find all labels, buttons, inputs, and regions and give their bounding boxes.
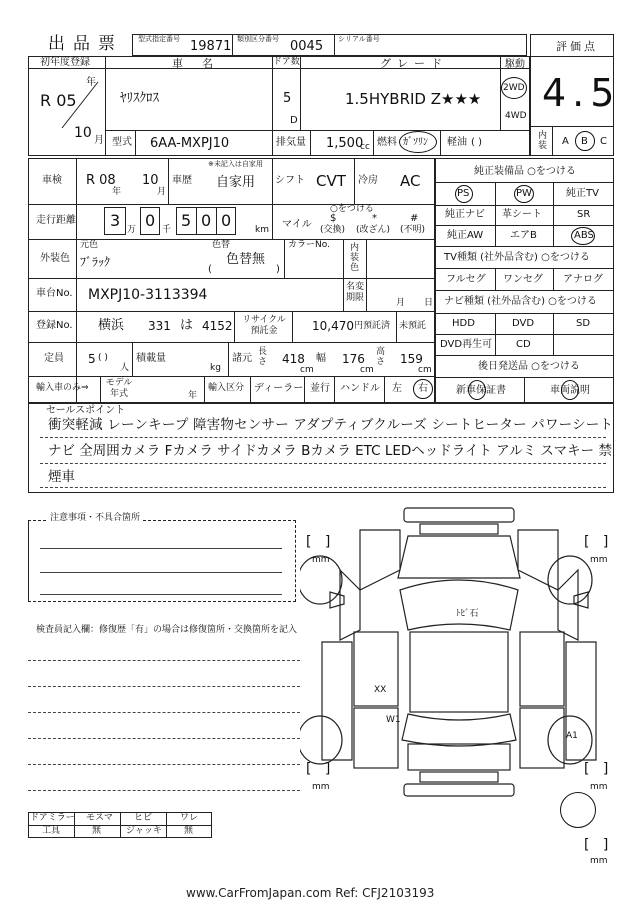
handle-left: 左 bbox=[392, 383, 402, 394]
name-change-label: 名変期限 bbox=[346, 282, 365, 303]
recycle-label: リサイクル預託金 bbox=[242, 315, 286, 336]
height-label: 高さ bbox=[376, 347, 386, 367]
first-reg-slash bbox=[60, 77, 100, 130]
chassis-value: MXPJ10-3113394 bbox=[88, 287, 208, 303]
acc-mosuma: モスマ bbox=[86, 813, 113, 823]
equipment-title: 純正装備品 ○をつける bbox=[474, 166, 576, 177]
later-warranty: 新車保証書 bbox=[456, 385, 506, 396]
grade-label: グレード bbox=[380, 57, 448, 70]
interior-grade-label: 内装 bbox=[538, 131, 548, 151]
later-title: 後日発送品 ○をつける bbox=[478, 361, 580, 372]
height-unit: cm bbox=[418, 365, 432, 375]
damage-xx: XX bbox=[374, 685, 387, 695]
mileage-exchange-sym: $ bbox=[330, 213, 337, 224]
shift-value: CVT bbox=[316, 172, 346, 190]
shaken-year-unit: 年 bbox=[112, 187, 122, 197]
tv-fullseg: フルセグ bbox=[446, 274, 486, 285]
car-name-label-2: 名 bbox=[202, 57, 213, 70]
mileage-altered-sym: * bbox=[372, 213, 377, 224]
acc-door-mirror: ドアミラー bbox=[30, 813, 75, 823]
tire-spare-bracket: [ ] bbox=[584, 837, 609, 853]
sales-label: セールスポイント bbox=[46, 405, 126, 416]
length-unit: cm bbox=[300, 365, 314, 375]
mileage-unit-man: 万 bbox=[127, 225, 137, 235]
equip-sr: SR bbox=[577, 209, 591, 220]
displacement-value: 1,500 bbox=[326, 136, 364, 151]
mileage-exchange: (交換) bbox=[320, 225, 346, 235]
history-value: 自家用 bbox=[216, 175, 256, 190]
serial-label: シリアル番号 bbox=[338, 35, 380, 43]
form-title: 出品票 bbox=[48, 34, 123, 54]
tv-analog: アナログ bbox=[563, 274, 603, 285]
acc-tools-value: 無 bbox=[92, 826, 102, 836]
class-code-label: 類別区分番号 bbox=[237, 35, 279, 43]
nav-type-title: ナビ種類 (社外品含む) ○をつける bbox=[444, 296, 597, 307]
mileage-altered: (改ざん) bbox=[356, 225, 391, 235]
interior-b: B bbox=[581, 136, 588, 147]
first-reg-year-unit: 年 bbox=[86, 77, 96, 88]
name-change-day: 日 bbox=[424, 298, 434, 308]
fuel-light-oil: 軽油 bbox=[447, 137, 467, 148]
mileage-digit-3: 5 bbox=[181, 211, 192, 230]
doors-value: 5 bbox=[283, 91, 292, 106]
ac-label: 冷房 bbox=[358, 175, 378, 186]
registration-label: 登録No. bbox=[36, 320, 73, 331]
acc-crack: ヒビ bbox=[134, 813, 153, 823]
grade-value: 1.5HYBRID Z★★★ bbox=[345, 90, 482, 108]
tire-fl-mm: mm bbox=[312, 555, 330, 565]
recycle-amount: 10,470 bbox=[312, 319, 354, 333]
spare-tire bbox=[560, 792, 596, 828]
drive-4wd: 4WD bbox=[505, 111, 527, 121]
recycle-unpaid: 未預託 bbox=[399, 321, 427, 331]
capacity-person: 人 bbox=[120, 363, 130, 373]
equip-navi: 純正ナビ bbox=[445, 209, 485, 220]
mileage-label: 走行距離 bbox=[36, 215, 76, 226]
equip-tv: 純正TV bbox=[566, 188, 599, 199]
width-value: 176 bbox=[342, 352, 365, 366]
door-type: D bbox=[290, 115, 298, 126]
acc-jack: ジャッキ bbox=[126, 826, 162, 836]
tire-fr-bracket: [ ] bbox=[584, 534, 609, 550]
tire-rl-bracket: [ ] bbox=[306, 761, 331, 777]
mileage-unit-km: km bbox=[255, 225, 269, 235]
first-reg-era: R 05 bbox=[40, 91, 77, 110]
chassis-label: 車台No. bbox=[36, 288, 73, 299]
tire-rr-mm: mm bbox=[590, 782, 608, 792]
equip-pw: PW bbox=[516, 188, 532, 199]
length-value: 418 bbox=[282, 352, 305, 366]
model-year-unit: 年 bbox=[188, 391, 198, 401]
first-reg-label: 初年度登録 bbox=[40, 57, 90, 68]
displacement-label: 排気量 bbox=[276, 137, 306, 148]
acc-tools: 工具 bbox=[42, 826, 61, 836]
registration-number: 4152 bbox=[202, 319, 233, 333]
color-repaint: 色替無 bbox=[226, 252, 266, 267]
fuel-label: 燃料 bbox=[377, 137, 397, 148]
score-value: 4.5 bbox=[542, 71, 621, 115]
tv-oneseg: ワンセグ bbox=[503, 274, 543, 285]
tire-fr-mm: mm bbox=[590, 555, 608, 565]
import-dealer: ディーラー bbox=[254, 383, 304, 394]
mileage-mile: マイル bbox=[282, 219, 312, 230]
length-label: 長さ bbox=[258, 347, 268, 367]
caution-box bbox=[28, 520, 296, 602]
main-specs-block bbox=[28, 158, 435, 403]
recycle-unit: 円預託済 bbox=[354, 321, 391, 331]
fuel-gasoline: ｶﾞｿﾘﾝ bbox=[403, 137, 428, 148]
mileage-unknown: (不明) bbox=[400, 225, 426, 235]
doors-label: ドア数 bbox=[273, 57, 300, 67]
type-label: 型式 bbox=[112, 137, 132, 148]
color-paren-close: ) bbox=[276, 264, 280, 275]
shaken-month-unit: 月 bbox=[157, 187, 167, 197]
ac-value: AC bbox=[400, 172, 421, 190]
acc-jack-value: 無 bbox=[184, 826, 194, 836]
mileage-digit-2: 0 bbox=[145, 211, 156, 230]
mileage-digit-1: 3 bbox=[110, 211, 121, 230]
capacity-value: 5 bbox=[88, 352, 96, 366]
mileage-unit-sen: 千 bbox=[162, 225, 172, 235]
car-name-label: 車 bbox=[172, 57, 183, 70]
capacity-paren: ( ) bbox=[98, 353, 108, 363]
capacity-label: 定員 bbox=[44, 353, 64, 364]
registration-city: 横浜 bbox=[98, 318, 125, 333]
footer-ref: www.CarFromJapan.com Ref: CFJ2103193 bbox=[186, 886, 435, 900]
name-change-month: 月 bbox=[396, 298, 406, 308]
model-code: 19871 bbox=[190, 39, 232, 54]
load-unit: kg bbox=[210, 363, 221, 373]
drive-label: 駆動 bbox=[505, 59, 525, 70]
nav-sd: SD bbox=[576, 318, 591, 329]
equip-abs: ABS bbox=[574, 230, 594, 241]
import-parallel: 並行 bbox=[310, 383, 330, 394]
interior-a: A bbox=[562, 136, 569, 147]
color-orig: ﾌﾞﾗｯｸ bbox=[80, 255, 111, 269]
damage-windshield: ﾄﾋﾞ石 bbox=[456, 609, 479, 619]
color-label: 外装色 bbox=[40, 253, 70, 264]
import-type-label: 輸入区分 bbox=[208, 383, 245, 393]
tire-fl-bracket: [ ] bbox=[306, 534, 331, 550]
sales-line-2: ナビ 全周囲カメラ Fカメラ サイドカメラ Bカメラ ETC LEDヘッドライト アルミ スマキー 禁 bbox=[48, 443, 612, 459]
first-reg-month-unit: 月 bbox=[94, 135, 104, 146]
car-name: ﾔﾘｽｸﾛｽ bbox=[120, 91, 159, 106]
registration-class: 331 bbox=[148, 319, 171, 333]
mileage-circle-note: ○をつける bbox=[330, 204, 374, 214]
shaken-value: R 08 bbox=[86, 173, 116, 188]
tv-type-title: TV種類 (社外品含む) ○をつける bbox=[444, 252, 590, 263]
color-paren-open: ( bbox=[208, 264, 212, 275]
interior-c: C bbox=[600, 136, 607, 147]
nav-dvd-play: DVD再生可 bbox=[440, 339, 493, 350]
tire-rl-mm: mm bbox=[312, 782, 330, 792]
mileage-unknown-sym: # bbox=[410, 213, 419, 224]
interior-color-label: 内装色 bbox=[350, 243, 360, 273]
tire-rr-bracket: [ ] bbox=[584, 761, 609, 777]
import-label: 輸入車のみ⇒ bbox=[36, 383, 89, 393]
height-value: 159 bbox=[400, 352, 423, 366]
model-code-label: 型式指定番号 bbox=[138, 35, 180, 43]
equip-aw: 純正AW bbox=[447, 230, 484, 241]
handle-label: ハンドル bbox=[340, 383, 380, 394]
history-note: ※未記入は自家用 bbox=[208, 160, 263, 168]
shaken-month: 10 bbox=[142, 173, 159, 188]
inspector-label: 検査員記入欄：修復歴「有」の場合は修復箇所・交換箇所を記入 bbox=[36, 625, 298, 635]
nav-dvd: DVD bbox=[512, 318, 535, 329]
car-body-diagram bbox=[300, 500, 620, 800]
width-unit: cm bbox=[360, 365, 374, 375]
sales-line-3: 煙車 bbox=[48, 469, 75, 485]
history-label: 車歴 bbox=[172, 175, 192, 186]
caution-label: 注意事項・不具合箇所 bbox=[50, 513, 141, 523]
sales-line-1: 衝突軽減 レーンキープ 障害物センサー アダプティブクルーズ シートヒーター パワーシート bbox=[48, 417, 614, 433]
color-no-label: カラーNo. bbox=[288, 240, 330, 250]
color-orig-label: 元色 bbox=[80, 240, 99, 250]
score-label: 評価点 bbox=[556, 40, 598, 53]
handle-right: 右 bbox=[418, 383, 428, 394]
shaken-label: 車検 bbox=[42, 175, 62, 186]
tire-spare-mm: mm bbox=[590, 856, 608, 866]
mileage-digit-5: 0 bbox=[221, 211, 232, 230]
shift-label: シフト bbox=[275, 175, 305, 186]
width-label: 幅 bbox=[316, 353, 326, 364]
displacement-unit: cc bbox=[360, 142, 370, 152]
later-manual: 車両説明 bbox=[550, 385, 590, 396]
type-value: 6AA-MXPJ10 bbox=[150, 136, 230, 151]
load-label: 積載量 bbox=[136, 353, 166, 364]
acc-break: ワレ bbox=[180, 813, 199, 823]
color-repaint-label: 色替 bbox=[212, 240, 231, 250]
registration-kana: は bbox=[180, 318, 194, 333]
damage-a1: A1 bbox=[566, 731, 578, 741]
class-code: 0045 bbox=[290, 39, 324, 54]
equip-ps: PS bbox=[457, 188, 470, 199]
dims-label: 諸元 bbox=[232, 353, 252, 364]
damage-w1: W1 bbox=[386, 715, 401, 725]
drive-2wd: 2WD bbox=[503, 83, 525, 93]
equip-airbag: エアB bbox=[510, 230, 537, 241]
model-year-label: モデル年式 bbox=[105, 378, 133, 399]
equip-leather: 革シート bbox=[502, 209, 542, 220]
fuel-other-paren: ( ) bbox=[471, 137, 482, 148]
mileage-digit-4: 0 bbox=[201, 211, 212, 230]
nav-hdd: HDD bbox=[452, 318, 475, 329]
first-reg-month: 10 bbox=[74, 125, 92, 141]
nav-cd: CD bbox=[516, 339, 531, 350]
